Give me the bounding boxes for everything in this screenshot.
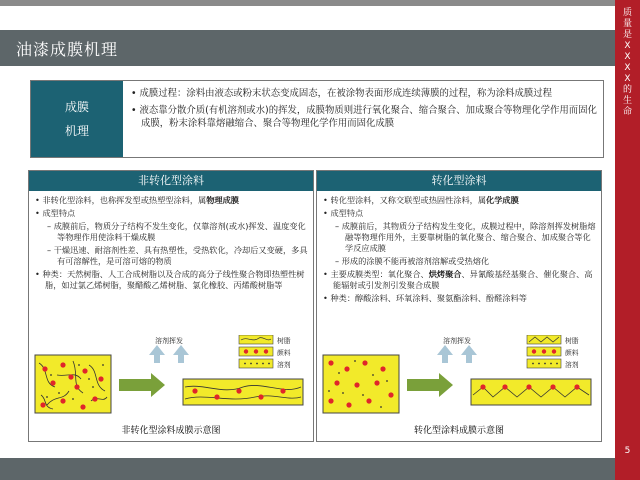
arrow-label: 溶剂挥发	[155, 337, 183, 345]
diagram-caption: 转化型涂料成膜示意图	[413, 426, 504, 436]
motto-vertical	[615, 8, 640, 118]
motto-char: 生	[622, 96, 632, 106]
conversion-panel	[316, 170, 602, 442]
definition-bullet: • 液态靠分散介质(有机溶剂或水)的挥发，成膜物质则进行氧化聚合、缩合聚合、加成聚合等物理化学作用而固化成膜，粉末涂料靠熔融缩合、聚合等物理化学作用而固化成膜	[131, 104, 597, 129]
motto-char: X	[624, 41, 631, 51]
wet-film-block	[323, 355, 399, 413]
non-conversion-diagram	[33, 335, 309, 421]
motto-char: 是	[622, 30, 632, 40]
definition-bullet: • 成膜过程：涂料由液态或粉末状态变成固态，在被涂物表面形成连续薄膜的过程，称为涂料成膜过程	[131, 88, 553, 99]
panel-header: 转化型涂料	[317, 171, 601, 191]
list-item: • 成型特点	[35, 208, 76, 218]
panel-list	[35, 195, 309, 293]
definition-label-line1: 成膜	[64, 100, 89, 114]
legend-label: 颜料	[565, 349, 579, 357]
list-item-text: 非转化型涂料，也称挥发型或热塑型涂料，属	[42, 195, 207, 205]
list-item-text: 成型特点	[330, 208, 364, 218]
process-arrow	[119, 373, 165, 397]
motto-char: 的	[622, 85, 632, 95]
list-item-bold: 烘烤聚合	[428, 269, 462, 279]
diagram-caption: 非转化型涂料成膜示意图	[121, 426, 221, 436]
process-arrow	[407, 373, 453, 397]
conversion-diagram	[321, 335, 597, 421]
evaporation-arrows	[149, 345, 189, 363]
list-item-text: 形成的涂膜不能再被溶剂溶解或受热熔化	[341, 256, 490, 266]
motto-char: 质	[622, 8, 632, 18]
motto-char: 命	[622, 107, 632, 117]
top-band	[0, 0, 615, 6]
list-item-text: 成膜前后，其物质分子结构发生变化，成膜过程中，除溶剂挥发树脂熔融等物理作用外，主要靠树脂的氧化聚合、缩合聚合、加成聚合等化学反应成膜	[341, 221, 596, 253]
list-item-text: 种类：醇酸涂料、环氧涂料、聚氨酯涂料、酚醛涂料等	[330, 293, 527, 303]
legend-label: 树脂	[565, 337, 579, 345]
non-conversion-panel	[28, 170, 314, 442]
panel-list	[323, 195, 597, 306]
panel-header: 非转化型涂料	[29, 171, 313, 191]
definition-box	[30, 80, 604, 158]
list-item-text: 成膜前后，物质分子结构不发生变化，仅靠溶剂(或水)挥发、温度变化等物理作用使涂料干燥成膜	[53, 221, 306, 242]
list-item: – 形成的涂膜不能再被溶剂溶解或受热熔化	[335, 256, 490, 266]
arrow-label: 溶剂挥发	[443, 337, 471, 345]
list-item-text: 干燥迅速、耐溶剂性差、具有热塑性，受热软化，冷却后又变硬，多具有可溶解性，是可溶可熔的物质	[53, 245, 308, 266]
bottom-bar	[0, 458, 615, 480]
list-item-text: 转化型涂料，又称交联型或热固性涂料，属	[330, 195, 487, 205]
legend-label: 颜料	[277, 349, 291, 357]
list-item-bold: 化学成膜	[486, 195, 519, 205]
definition-label-line2: 机理	[64, 124, 89, 138]
title-bar	[0, 30, 615, 66]
diagram-legend	[239, 335, 291, 369]
definition-bullet-text: 液态靠分散介质(有机溶剂或水)的挥发，成膜物质则进行氧化聚合、缩合聚合、加成聚合等物理化学作用而固化成膜，粉末涂料靠熔融缩合、聚合等物理化学作用而固化成膜	[139, 104, 597, 129]
definition-label	[31, 81, 123, 157]
list-item-text: 种类：天然树脂、人工合成树脂以及合成的高分子线性聚合物即热塑性树脂，如过氯乙烯树脂，聚醋酸乙烯树脂、氯化橡胶、丙烯酸树脂等	[42, 269, 305, 290]
list-item: • 非转化型涂料，也称挥发型或热塑型涂料，属物理成膜	[35, 195, 239, 205]
motto-char: X	[624, 63, 631, 73]
list-item: • 成型特点	[323, 208, 364, 218]
definition-bullet-text: 成膜过程：涂料由液态或粉末状态变成固态，在被涂物表面形成连续薄膜的过程，称为涂料成膜过程	[139, 88, 553, 99]
legend-label: 溶剂	[565, 361, 579, 369]
motto-char: 量	[622, 19, 632, 29]
list-item-text: 主要成膜类型：氧化聚合、	[330, 269, 429, 279]
cured-film-block	[471, 379, 591, 405]
list-item: – 成膜前后，其物质分子结构发生变化，成膜过程中，除溶剂挥发树脂熔融等物理作用外，主要靠树脂的氧化聚合、缩合聚合、加成聚合等化学反应成膜	[335, 221, 596, 253]
list-item: – 干燥迅速、耐溶剂性差、具有热塑性，受热软化，冷却后又变硬，多具有可溶解性，是可溶可熔的物质	[47, 245, 308, 266]
page-number: 5	[624, 446, 631, 456]
list-item: – 成膜前后，物质分子结构不发生变化，仅靠溶剂(或水)挥发、温度变化等物理作用使涂料干燥成膜	[47, 221, 306, 242]
list-item: • 转化型涂料，又称交联型或热固性涂料，属化学成膜	[323, 195, 519, 205]
list-item-text: 成型特点	[42, 208, 76, 218]
definition-text	[131, 87, 597, 134]
motto-char: X	[624, 52, 631, 62]
page-title: 油漆成膜机理	[16, 40, 119, 59]
right-accent-bar	[615, 0, 640, 480]
list-item: • 主要成膜类型：氧化聚合、烘烤聚合、异氰酸基经基聚合、催化聚合、高能辐射或引发剂引发聚合成膜	[323, 269, 593, 290]
legend-label: 溶剂	[277, 361, 291, 369]
motto-char: X	[624, 74, 631, 84]
list-item-bold: 物理成膜	[206, 195, 239, 205]
list-item: • 种类：天然树脂、人工合成树脂以及合成的高分子线性聚合物即热塑性树脂，如过氯乙烯树脂，聚醋酸乙烯树脂、氯化橡胶、丙烯酸树脂等	[35, 269, 305, 290]
evaporation-arrows	[437, 345, 477, 363]
legend-label: 树脂	[277, 337, 291, 345]
diagram-legend	[527, 335, 579, 369]
list-item-text: 、异氰酸基经基聚合、催化聚合、高能辐射或引发剂引发聚合成膜	[333, 269, 593, 290]
list-item: • 种类：醇酸涂料、环氧涂料、聚氨酯涂料、酚醛涂料等	[323, 293, 527, 303]
